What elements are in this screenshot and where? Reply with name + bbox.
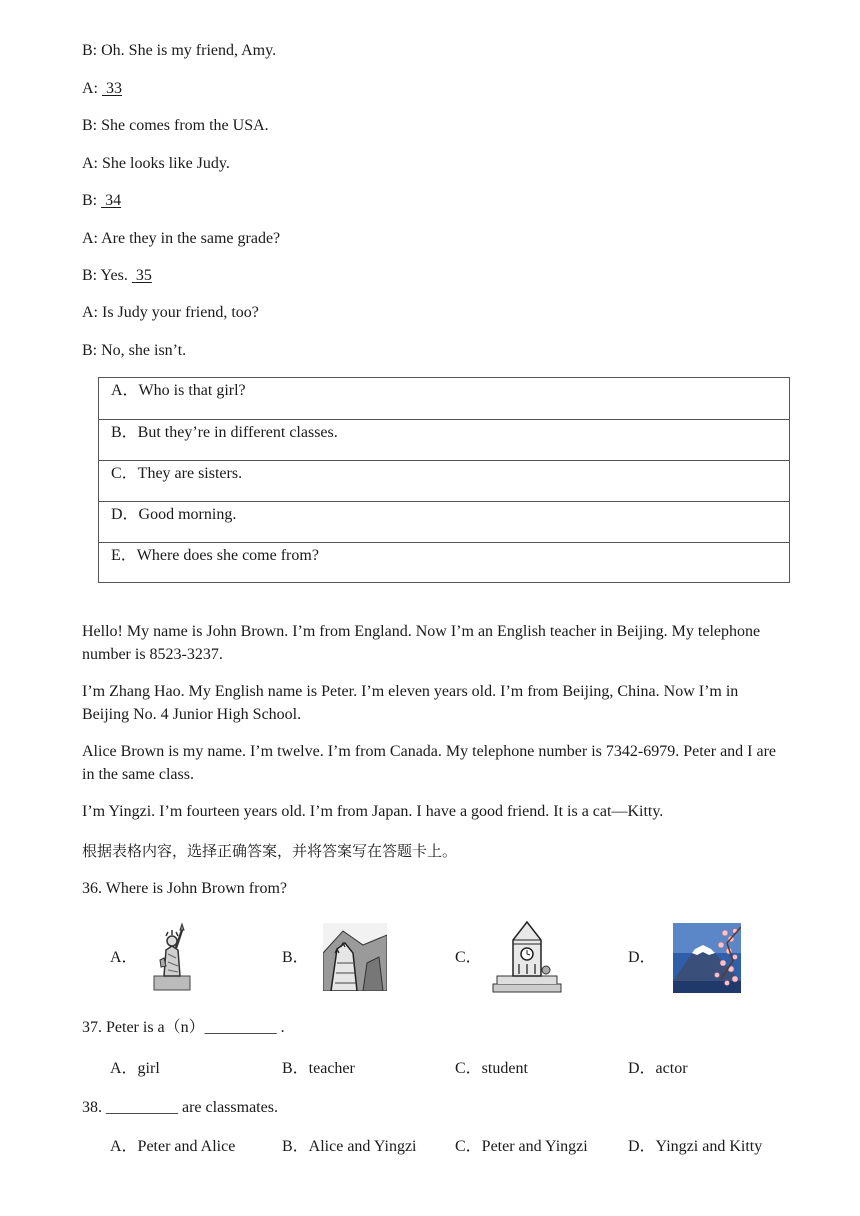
blank-number: 34 <box>105 192 122 209</box>
blank-34 <box>101 192 121 209</box>
line-text: No, she isn’t. <box>101 342 187 359</box>
dialogue-line <box>82 228 280 250</box>
question-38: 38. _________ are classmates. <box>82 1099 278 1116</box>
table-row: A．Who is that girl? <box>111 382 246 399</box>
speaker: A: <box>82 230 98 247</box>
q38-option-c: C．Peter and Yingzi <box>455 1138 588 1155</box>
line-text: Yes. <box>100 267 128 284</box>
instruction: 根据表格内容，选择正确答案，并将答案写在答题卡上。 <box>82 842 458 860</box>
speaker: B: <box>82 342 98 359</box>
table-row: B．But they’re in different classes. <box>99 419 789 460</box>
line-text: She looks like Judy. <box>102 155 230 172</box>
table-row: D．Good morning. <box>99 501 789 542</box>
q36-option-a-label: A． <box>110 949 138 966</box>
options-table <box>98 377 790 583</box>
line-text: Is Judy your friend, too? <box>102 304 259 321</box>
q37-option-c: C．student <box>455 1060 528 1077</box>
dialogue-line <box>82 340 186 362</box>
mount-fuji-icon <box>673 923 741 993</box>
dialogue-line <box>82 265 152 287</box>
passage-john: Hello! My name is John Brown. I’m from England. Now I’m an English teacher in Beijing. My telephone number is 8523-3237. <box>82 623 761 663</box>
speaker: A: <box>82 155 98 172</box>
q37-option-d: D．actor <box>628 1060 688 1077</box>
line-text: She comes from the USA. <box>101 117 269 134</box>
q36-option-c-label: C． <box>455 949 482 966</box>
blank-number: 35 <box>135 267 152 284</box>
passage-alice: Alice Brown is my name. I’m twelve. I’m from Canada. My telephone number is 7342-6979. Peter and I are in the same class. <box>82 743 777 783</box>
line-text: Oh. She is my friend, Amy. <box>101 42 277 59</box>
speaker: A: <box>82 80 98 97</box>
q38-option-a: A．Peter and Alice <box>110 1138 236 1155</box>
blank-35 <box>132 267 152 284</box>
speaker: A: <box>82 304 98 321</box>
passage-yingzi: I’m Yingzi. I’m fourteen years old. I’m from Japan. I have a good friend. It is a cat—Kitty. <box>82 803 664 820</box>
question-36: 36. Where is John Brown from? <box>82 880 287 897</box>
blank-number: 33 <box>106 80 122 97</box>
q38-option-d: D．Yingzi and Kitty <box>628 1138 763 1155</box>
great-wall-icon <box>323 923 387 991</box>
table-row: E．Where does she come from? <box>99 542 789 582</box>
big-ben-icon <box>491 918 563 994</box>
speaker: B: <box>82 267 98 284</box>
line-text: Are they in the same grade? <box>101 230 281 247</box>
dialogue-line <box>82 190 121 212</box>
q36-option-b-label: B． <box>282 949 309 966</box>
q37-option-b: B．teacher <box>282 1060 355 1077</box>
speaker: B: <box>82 117 98 134</box>
speaker: B: <box>82 192 98 209</box>
table-row: C．They are sisters. <box>99 460 789 501</box>
dialogue-line <box>82 78 122 100</box>
dialogue-line <box>82 302 259 324</box>
speaker: B: <box>82 42 98 59</box>
passage-peter: I’m Zhang Hao. My English name is Peter. I’m eleven years old. I’m from Beijing, China. Now I’m in Beijing No. 4 Junior High School. <box>82 683 739 723</box>
dialogue-line <box>82 40 276 62</box>
q37-option-a: A．girl <box>110 1060 160 1077</box>
dialogue-line <box>82 153 230 175</box>
statue-of-liberty-icon <box>146 920 198 992</box>
dialogue-line <box>82 115 269 137</box>
q36-option-d-label: D． <box>628 949 656 966</box>
blank-33 <box>102 80 122 97</box>
question-37: 37. Peter is a（n）_________ . <box>82 1019 285 1036</box>
q38-option-b: B．Alice and Yingzi <box>282 1138 417 1155</box>
